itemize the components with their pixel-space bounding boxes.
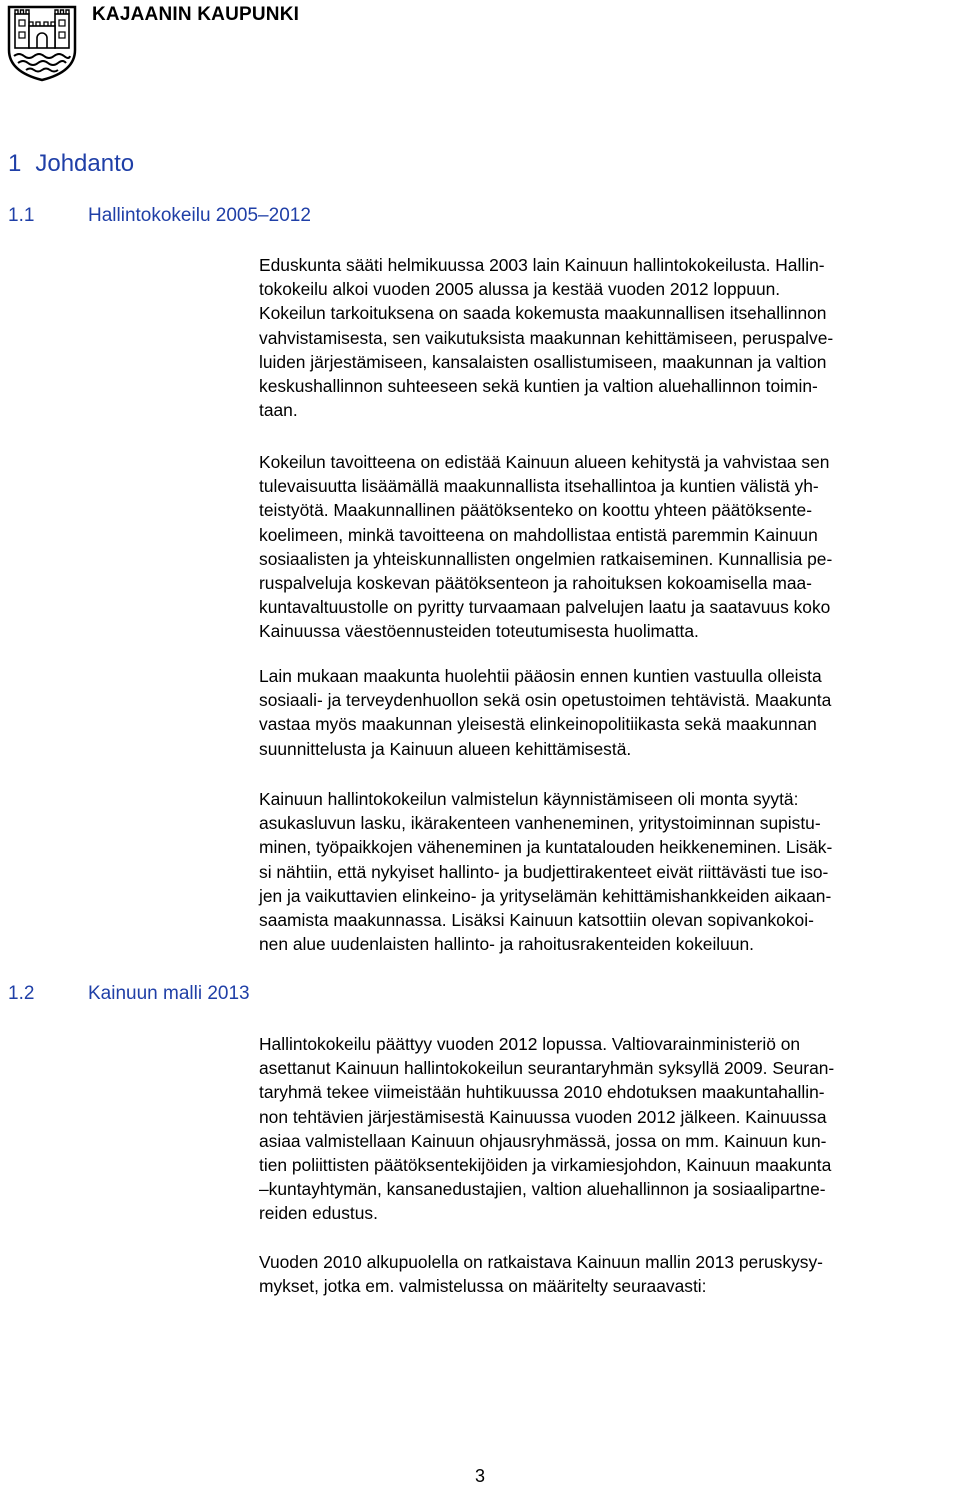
text-line: Kokeilun tavoitteena on edistää Kainuun alueen kehitystä ja vahvistaa sen [259,452,830,472]
text-line: ruspalveluja koskevan päätöksenteon ja rahoituksen kokoamisella maa- [259,573,812,594]
text-line: taan. [259,400,298,421]
text-line: Kokeilun tarkoituksena on saada kokemusta maakunnallisen itsehallinnon [259,303,827,324]
text-line: suunnittelusta ja Kainuun alueen kehittämisestä. [259,738,632,759]
text-line: asukasluvun lasku, ikärakenteen vanheneminen, yritystoiminnan supistu- [259,813,821,834]
section-title: Hallintokokeilu 2005–2012 [88,205,311,226]
section-number: 1.2 [8,983,35,1004]
text-line: sosiaali- ja terveydenhuollon sekä osin opetustoimen tehtävistä. Maakunta [259,690,832,711]
text-line: Vuoden 2010 alkupuolella on ratkaistava Kainuun mallin 2013 peruskysy- [259,1252,823,1272]
text-line: –kuntayhtymän, kansanedustajien, valtion aluehallinnon ja sosiaalipartne- [259,1179,826,1200]
text-line: taryhmä tekee viimeistään huhtikuussa 2010 ehdotuksen maakuntahallin- [259,1082,825,1103]
body-paragraph-3 [259,664,959,761]
text-line: kuntavaltuustolle on pyritty turvaamaan palvelujen laatu ja saatavuus koko [259,597,831,618]
text-line: tulevaisuutta lisäämällä maakunnallista itsehallintoa ja kuntien välistä yh- [259,476,819,497]
text-line: keskushallinnon suhteeseen sekä kuntien ja valtion aluehallinnon toimin- [259,376,818,397]
text-line: Kainuussa väestöennusteiden toteutumisesta huolimatta. [259,621,699,642]
text-line: Kainuun hallintokokeilun valmistelun käynnistämiseen oli monta syytä: [259,789,799,809]
text-line: Hallintokokeilu päättyy vuoden 2012 lopussa. Valtiovarainministeriö on [259,1034,801,1054]
chapter-heading [8,150,134,178]
organization-name: KAJAANIN KAUPUNKI [92,4,300,25]
text-line: jen ja vaikuttavien elinkeino- ja yrityselämän kehittämishankkeiden aikaan- [259,885,832,906]
text-line: mykset, jotka em. valmistelussa on määritelty seuraavasti: [259,1276,707,1297]
text-line: sosiaalisten ja yhteiskunnallisten ongelmien ratkaiseminen. Kunnallisia pe- [259,548,833,569]
body-paragraph-6 [259,1250,959,1298]
body-paragraph-1 [259,253,959,422]
text-line: asettanut Kainuun hallintokokeilun seurantaryhmän syksyllä 2009. Seuran- [259,1058,835,1079]
text-line: vastaa myös maakunnan yleisestä elinkeinopolitiikasta sekä maakunnan [259,714,817,735]
text-line: koelimeen, minkä tavoitteena on mahdollistaa entistä paremmin Kainuun [259,524,818,545]
text-line: si nähtiin, että nykyiset hallinto- ja budjettirakenteet eivät riittävästi tue iso- [259,861,829,882]
text-line: asiaa valmistellaan Kainuun ohjausryhmässä, jossa on mm. Kainuun kun- [259,1130,827,1151]
text-line: saamista maakunnassa. Lisäksi Kainuun katsottiin olevan sopivankokoi- [259,910,814,931]
text-line: tokokeilu alkoi vuoden 2005 alussa ja kestää vuoden 2012 loppuun. [259,279,781,300]
body-paragraph-4 [259,787,959,956]
body-paragraph-5 [259,1032,959,1226]
page-header [0,0,960,90]
text-line: vahvistamisesta, sen vaikutuksista maakunnan kehittämiseen, peruspalve- [259,327,834,348]
text-line: nen alue uudenlaisten hallinto- ja rahoitusrakenteiden kokeiluun. [259,934,755,955]
body-paragraph-2 [259,450,959,644]
chapter-title: Johdanto [35,150,135,177]
text-line: minen, työpaikkojen väheneminen ja kuntatalouden heikkeneminen. Lisäk- [259,837,833,858]
text-line: teistyötä. Maakunnallinen päätöksenteko on koottu yhteen päätöksente- [259,500,813,521]
text-line: tien poliittisten päätöksentekijöiden ja virkamiesjohdon, Kainuun maakunta [259,1155,832,1176]
section-title: Kainuun malli 2013 [88,983,250,1004]
city-crest-icon [6,4,78,82]
text-line: Lain mukaan maakunta huolehtii pääosin ennen kuntien vastuulla olleista [259,666,822,686]
text-line: non tehtävien järjestämisestä Kainuussa vuoden 2012 jälkeen. Kainuussa [259,1106,827,1127]
section-number: 1.1 [8,205,35,226]
chapter-number: 1 [8,150,22,177]
section-heading-1-1 [8,205,311,227]
text-line: reiden edustus. [259,1203,378,1224]
page-number: 3 [474,1466,485,1486]
text-line: Eduskunta sääti helmikuussa 2003 lain Kainuun hallintokokeilusta. Hallin- [259,255,825,275]
section-heading-1-2 [8,983,250,1005]
text-line: luiden järjestämiseen, kansalaisten osallistumiseen, maakunnan ja valtion [259,351,827,372]
